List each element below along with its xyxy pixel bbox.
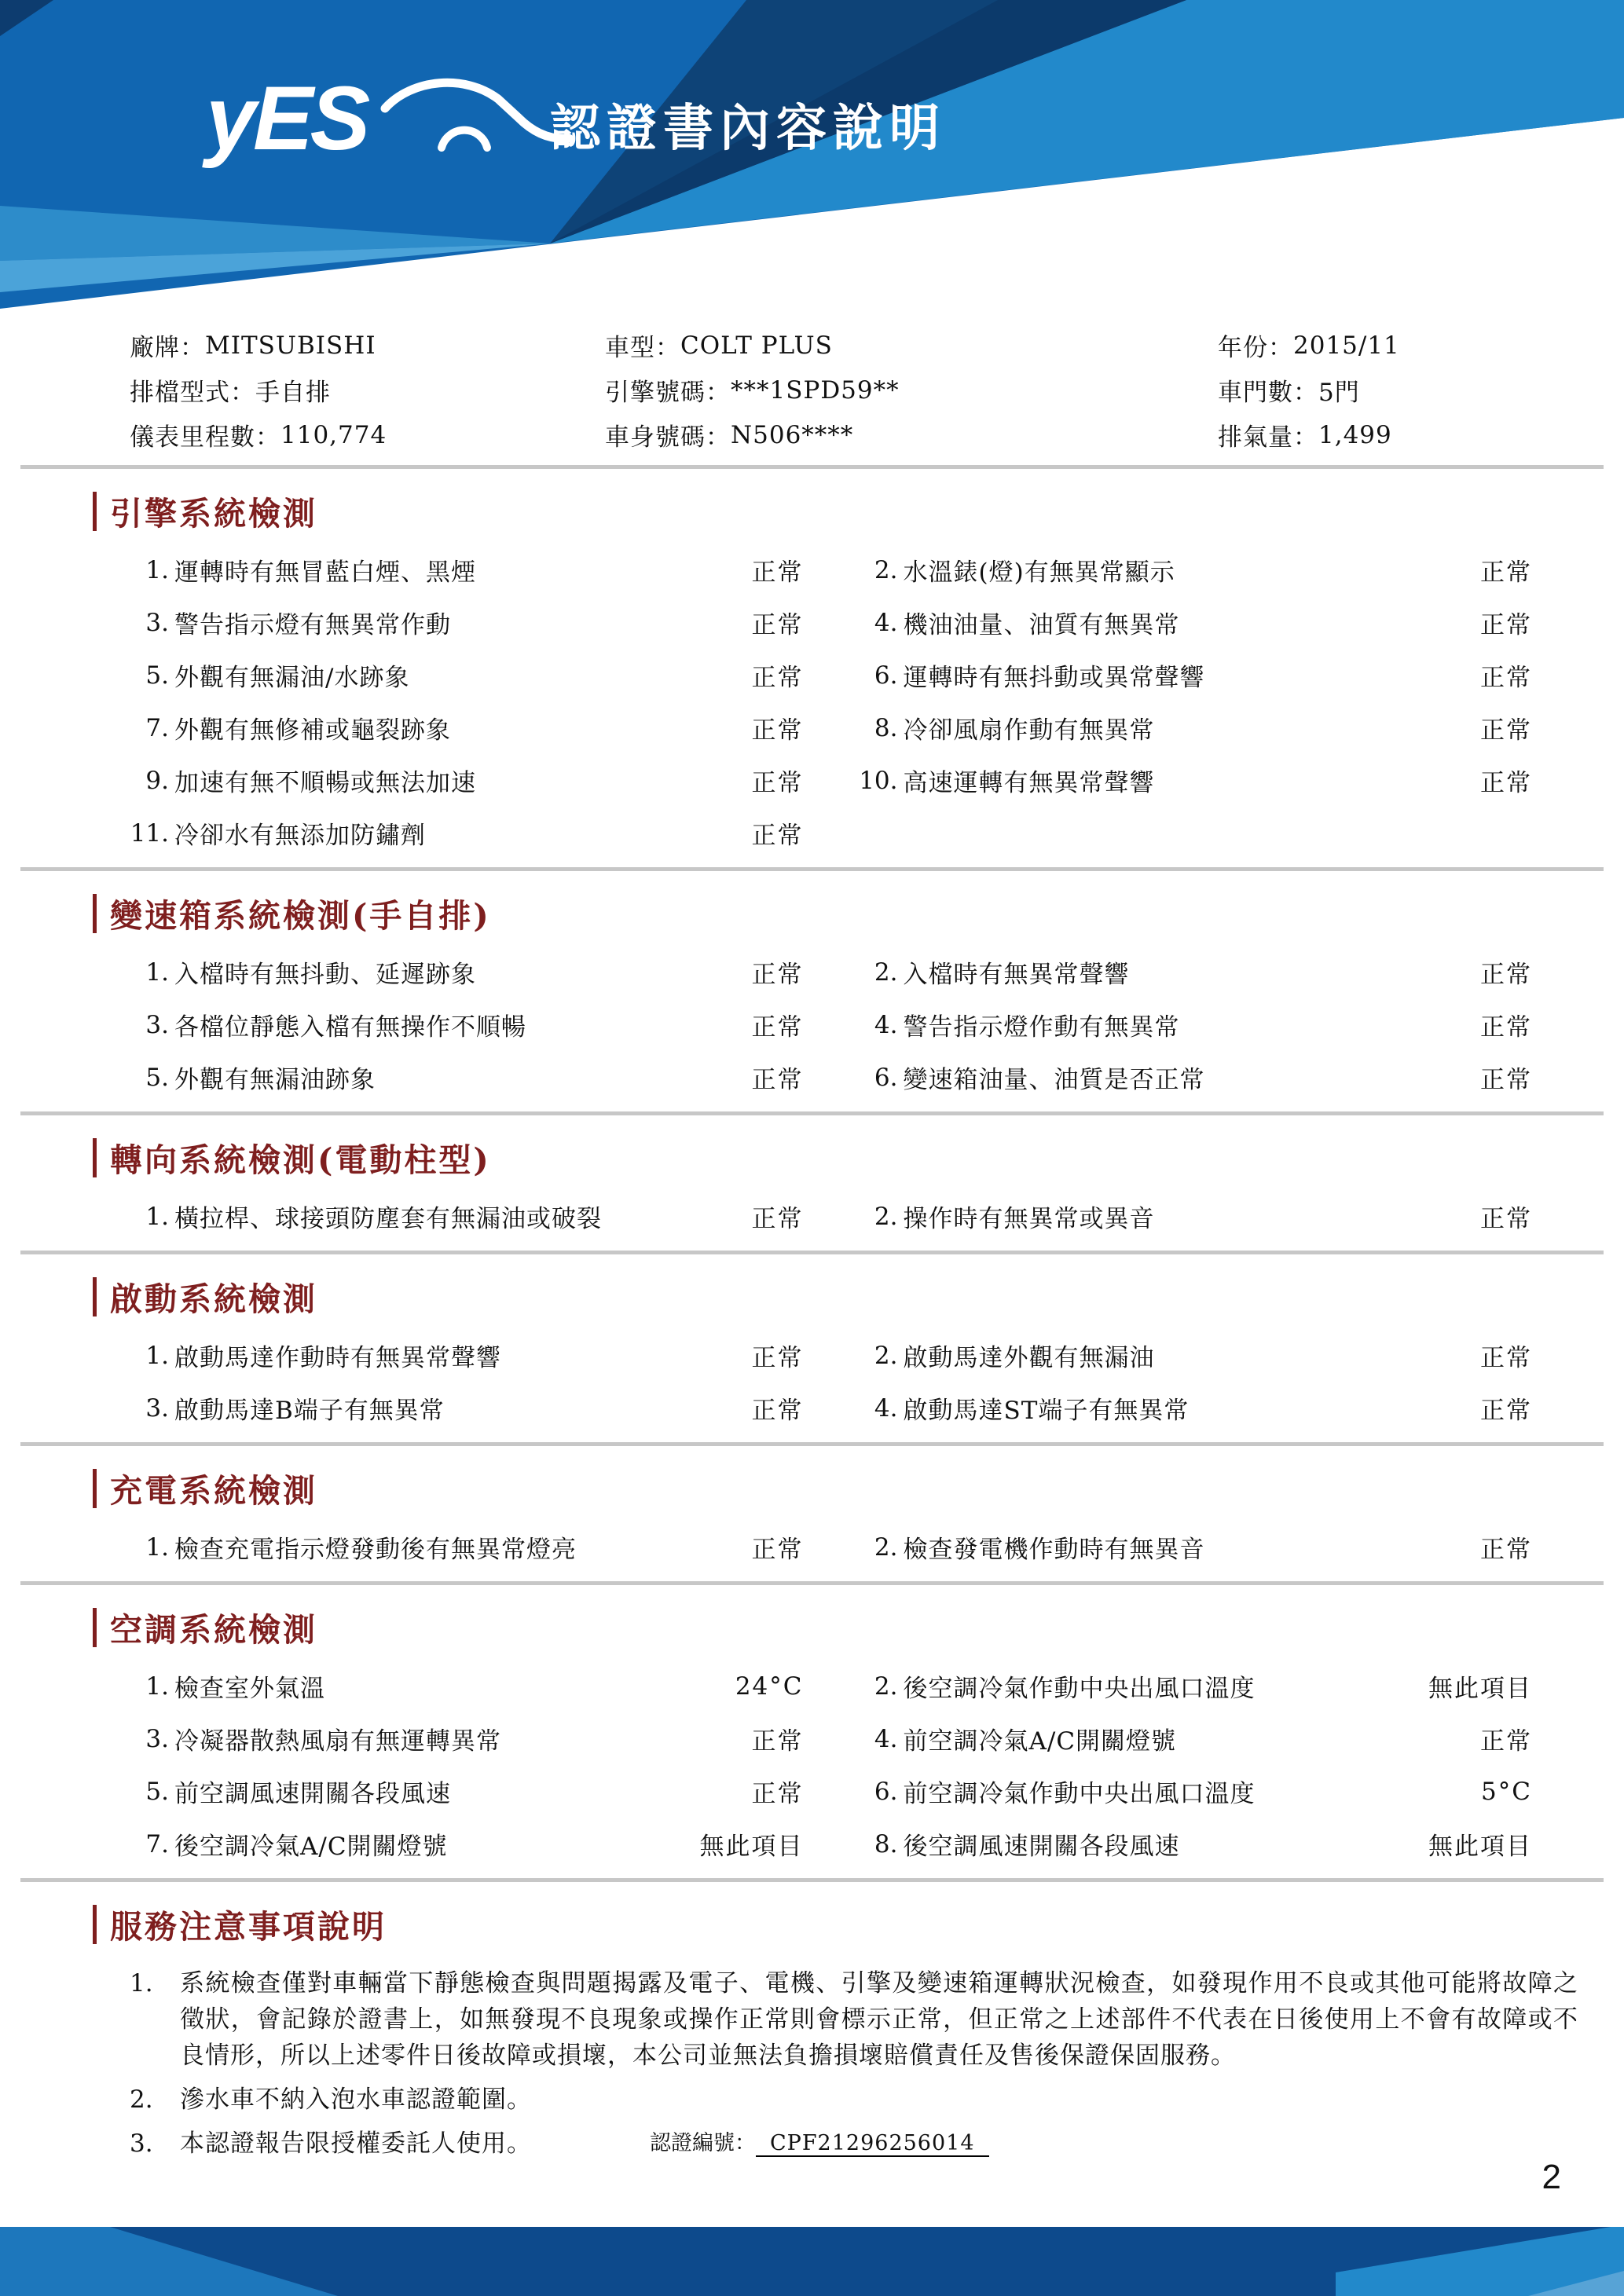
info-row-doors — [1218, 368, 1624, 412]
item-number: 3. — [145, 1010, 169, 1039]
item-number: 9. — [145, 766, 169, 795]
item-number: 2. — [874, 1672, 898, 1701]
section-title: 引擎系統檢測 — [110, 495, 317, 533]
item-label: 檢查室外氣溫 — [174, 1675, 325, 1703]
note-text: 滲水車不納入泡水車認證範圍。 — [180, 2085, 532, 2114]
notes-section — [0, 1882, 1624, 2162]
item-result: 正常 — [1480, 664, 1532, 692]
item-label: 檢查發電機作動時有無異音 — [903, 1536, 1205, 1564]
inspection-item — [130, 1190, 804, 1243]
section-title-bar — [93, 492, 97, 531]
item-number: 3. — [145, 1724, 169, 1753]
section-items — [0, 1181, 1624, 1244]
item-label: 後空調冷氣A/C開關燈號 — [174, 1833, 448, 1861]
inspection-item — [859, 649, 1533, 701]
info-value: 手自排 — [255, 379, 331, 407]
item-label: 前空調冷氣A/C開關燈號 — [903, 1727, 1177, 1756]
item-number: 1. — [145, 1672, 169, 1701]
item-result: 正常 — [1480, 1066, 1532, 1094]
inspection-item — [859, 1382, 1533, 1434]
item-result: 5°C — [1481, 1777, 1532, 1806]
section-title-bar — [93, 1469, 97, 1508]
vehicle-info-column — [1218, 323, 1624, 457]
notes-section-head — [0, 1882, 1624, 1947]
certificate-number: CPF21296256014 — [756, 2131, 989, 2157]
page-title: 認證書內容說明 — [550, 100, 946, 156]
inspection-section — [0, 1115, 1624, 1254]
section-head — [0, 871, 1624, 936]
inspection-item — [859, 998, 1533, 1051]
vehicle-info-column — [130, 323, 605, 457]
inspection-section — [0, 469, 1624, 871]
item-label: 啟動馬達B端子有無異常 — [174, 1397, 445, 1425]
note-item — [130, 2082, 1578, 2118]
item-result: 正常 — [751, 1727, 804, 1756]
section-title: 啟動系統檢測 — [110, 1280, 317, 1318]
inspection-item — [130, 544, 804, 596]
vehicle-info — [0, 310, 1624, 457]
item-label: 水溫錶(燈)有無異常顯示 — [903, 558, 1175, 587]
item-number: 3. — [145, 1393, 169, 1423]
info-row-body-no — [605, 412, 1218, 457]
inspection-section — [0, 871, 1624, 1115]
inspection-item — [859, 544, 1533, 596]
info-label: 車身號碼： — [605, 423, 731, 452]
inspection-item — [859, 1521, 1533, 1573]
section-items — [0, 936, 1624, 1105]
item-result: 正常 — [751, 1013, 804, 1042]
item-result: 正常 — [1480, 769, 1532, 797]
report-body — [0, 310, 1624, 2162]
item-label: 啟動馬達ST端子有無異常 — [903, 1397, 1190, 1425]
item-label: 入檔時有無異常聲響 — [903, 961, 1130, 989]
item-label: 操作時有無異常或異音 — [903, 1205, 1155, 1233]
inspection-item — [130, 1521, 804, 1573]
item-result: 正常 — [1480, 558, 1532, 587]
note-number: 1. — [130, 1969, 153, 1998]
section-head — [0, 469, 1624, 534]
info-label: 儀表里程數： — [130, 423, 280, 452]
page-number: 2 — [1542, 2158, 1561, 2196]
item-number: 3. — [145, 608, 169, 637]
item-label: 運轉時有無抖動或異常聲響 — [903, 664, 1205, 692]
inspection-item — [130, 1660, 804, 1712]
item-number: 2. — [874, 958, 898, 987]
logo-text: yES — [206, 68, 368, 169]
item-label: 加速有無不順暢或無法加速 — [174, 769, 476, 797]
info-row-transmission — [130, 368, 605, 412]
item-label: 冷凝器散熱風扇有無運轉異常 — [174, 1727, 501, 1756]
section-title: 空調系統檢測 — [110, 1611, 317, 1649]
note-item — [130, 1966, 1578, 2074]
item-label: 外觀有無漏油跡象 — [174, 1066, 376, 1094]
item-label: 外觀有無漏油/水跡象 — [174, 664, 410, 692]
inspection-item — [130, 754, 804, 807]
item-label: 外觀有無修補或龜裂跡象 — [174, 716, 451, 745]
item-result: 正常 — [1480, 716, 1532, 745]
item-number: 8. — [874, 713, 898, 742]
item-result: 正常 — [1480, 1727, 1532, 1756]
info-label: 排氣量： — [1218, 423, 1318, 452]
item-number: 7. — [145, 713, 169, 742]
section-head — [0, 1585, 1624, 1650]
section-head — [0, 1115, 1624, 1181]
inspection-item — [130, 998, 804, 1051]
inspection-item — [130, 649, 804, 701]
section-title-bar — [93, 1138, 97, 1177]
item-number: 2. — [874, 1202, 898, 1231]
sections — [0, 469, 1624, 1882]
item-result: 正常 — [751, 558, 804, 587]
item-number: 1. — [145, 1202, 169, 1231]
header-banner — [0, 0, 1624, 310]
item-result: 正常 — [751, 961, 804, 989]
item-result: 無此項目 — [699, 1833, 804, 1861]
item-result: 正常 — [751, 822, 804, 850]
info-row-model — [605, 323, 1218, 368]
item-number: 1. — [145, 958, 169, 987]
inspection-item — [859, 1190, 1533, 1243]
section-title: 充電系統檢測 — [110, 1472, 317, 1510]
item-label: 前空調冷氣作動中央出風口溫度 — [903, 1780, 1256, 1808]
item-number: 6. — [874, 661, 898, 690]
item-result: 24°C — [735, 1672, 804, 1701]
item-result: 正常 — [751, 716, 804, 745]
inspection-section — [0, 1446, 1624, 1585]
item-number: 11. — [130, 818, 169, 848]
item-number: 4. — [874, 608, 898, 637]
item-label: 入檔時有無抖動、延遲跡象 — [174, 961, 476, 989]
info-label: 引擎號碼： — [605, 379, 731, 407]
item-label: 運轉時有無冒藍白煙、黑煙 — [174, 558, 476, 587]
info-value: COLT PLUS — [680, 331, 833, 360]
footer-banner — [0, 2227, 1624, 2296]
section-items — [0, 1320, 1624, 1436]
info-row-engine-no — [605, 368, 1218, 412]
item-label: 警告指示燈有無異常作動 — [174, 611, 451, 639]
item-number: 7. — [145, 1829, 169, 1858]
item-result: 無此項目 — [1428, 1675, 1532, 1703]
info-value: 110,774 — [280, 420, 387, 449]
section-items — [0, 534, 1624, 861]
inspection-item — [130, 946, 804, 998]
item-number: 5. — [145, 1777, 169, 1806]
item-label: 後空調風速開關各段風速 — [903, 1833, 1180, 1861]
item-number: 6. — [874, 1777, 898, 1806]
section-title: 變速箱系統檢測(手自排) — [110, 897, 491, 935]
section-title: 服務注意事項說明 — [110, 1908, 387, 1946]
item-result: 正常 — [751, 1066, 804, 1094]
inspection-item — [859, 701, 1533, 754]
item-number: 8. — [874, 1829, 898, 1858]
inspection-item — [130, 701, 804, 754]
item-label: 橫拉桿、球接頭防塵套有無漏油或破裂 — [174, 1205, 602, 1233]
info-row-displacement — [1218, 412, 1624, 457]
info-label: 車門數： — [1218, 379, 1318, 407]
certificate-number-label: 認證編號： — [650, 2131, 756, 2156]
inspection-item — [859, 754, 1533, 807]
notes-body — [0, 1947, 1624, 2162]
info-label: 廠牌： — [130, 334, 205, 362]
item-result: 正常 — [751, 1536, 804, 1564]
inspection-item — [859, 1765, 1533, 1818]
item-number: 4. — [874, 1724, 898, 1753]
inspection-item — [130, 1329, 804, 1382]
item-label: 前空調風速開關各段風速 — [174, 1780, 451, 1808]
info-value: MITSUBISHI — [205, 331, 376, 360]
item-label: 後空調冷氣作動中央出風口溫度 — [903, 1675, 1256, 1703]
section-head — [0, 1254, 1624, 1320]
item-number: 5. — [145, 661, 169, 690]
inspection-item — [859, 1051, 1533, 1104]
inspection-item — [130, 807, 804, 859]
certificate-number-row — [650, 2128, 989, 2159]
section-items — [0, 1511, 1624, 1575]
item-result: 正常 — [1480, 1205, 1532, 1233]
item-result: 無此項目 — [1428, 1833, 1532, 1861]
item-number: 1. — [145, 1532, 169, 1562]
item-label: 啟動馬達外觀有無漏油 — [903, 1344, 1155, 1372]
section-title-bar — [93, 1608, 97, 1647]
item-number: 10. — [859, 766, 898, 795]
item-label: 機油油量、油質有無異常 — [903, 611, 1180, 639]
item-result: 正常 — [1480, 1013, 1532, 1042]
item-label: 各檔位靜態入檔有無操作不順暢 — [174, 1013, 526, 1042]
item-label: 冷卻風扇作動有無異常 — [903, 716, 1155, 745]
info-label: 排檔型式： — [130, 379, 255, 407]
inspection-section — [0, 1254, 1624, 1446]
info-value: ***1SPD59** — [731, 375, 900, 405]
inspection-item — [130, 1818, 804, 1870]
info-label: 車型： — [605, 334, 680, 362]
item-number: 2. — [874, 555, 898, 584]
inspection-item — [859, 596, 1533, 649]
item-result: 正常 — [1480, 1397, 1532, 1425]
item-number: 1. — [145, 1341, 169, 1370]
item-label: 檢查充電指示燈發動後有無異常燈亮 — [174, 1536, 577, 1564]
note-number: 2. — [130, 2085, 153, 2114]
item-number: 4. — [874, 1010, 898, 1039]
item-number: 4. — [874, 1393, 898, 1423]
item-result: 正常 — [1480, 1536, 1532, 1564]
item-number: 2. — [874, 1532, 898, 1562]
info-label: 年份： — [1218, 334, 1293, 362]
info-value: 5門 — [1318, 379, 1360, 407]
item-label: 變速箱油量、油質是否正常 — [903, 1066, 1205, 1094]
item-label: 啟動馬達作動時有無異常聲響 — [174, 1344, 501, 1372]
inspection-item — [859, 1712, 1533, 1765]
info-row-brand — [130, 323, 605, 368]
inspection-item — [130, 1712, 804, 1765]
item-number: 1. — [145, 555, 169, 584]
item-result: 正常 — [751, 1397, 804, 1425]
inspection-item — [859, 1660, 1533, 1712]
item-result: 正常 — [751, 611, 804, 639]
item-number: 2. — [874, 1341, 898, 1370]
vehicle-info-column — [605, 323, 1218, 457]
item-result: 正常 — [751, 1780, 804, 1808]
inspection-item — [859, 946, 1533, 998]
note-text: 系統檢查僅對車輛當下靜態檢查與問題揭露及電子、電機、引擎及變速箱運轉狀況檢查，如發現作用不良或其他可能將故障之徵狀，會記錄於證書上，如無發現不良現象或操作正常則會標示正常，但正常之上述部件不代表在日後使用上不會有故障或不良情形，所以上述零件日後故障或損壞，本公司並無法負擔損壞賠償責任及售後保證保固服務。 — [180, 1969, 1578, 2070]
note-item — [130, 2126, 1578, 2162]
section-title-bar — [93, 1277, 97, 1316]
item-result: 正常 — [751, 769, 804, 797]
info-row-mileage — [130, 412, 605, 457]
inspection-section — [0, 1585, 1624, 1882]
item-result: 正常 — [751, 664, 804, 692]
item-label: 警告指示燈作動有無異常 — [903, 1013, 1180, 1042]
section-title: 轉向系統檢測(電動柱型) — [110, 1141, 491, 1179]
item-number: 6. — [874, 1063, 898, 1092]
inspection-item — [130, 1382, 804, 1434]
item-result: 正常 — [751, 1205, 804, 1233]
item-result: 正常 — [751, 1344, 804, 1372]
item-label: 高速運轉有無異常聲響 — [903, 769, 1155, 797]
inspection-item — [859, 1329, 1533, 1382]
info-value: 1,499 — [1318, 420, 1392, 449]
info-row-year — [1218, 323, 1624, 368]
item-label: 冷卻水有無添加防鏽劑 — [174, 822, 426, 850]
inspection-item — [859, 1818, 1533, 1870]
section-items — [0, 1650, 1624, 1872]
item-result: 正常 — [1480, 1344, 1532, 1372]
section-title-bar — [93, 1905, 97, 1944]
section-head — [0, 1446, 1624, 1511]
section-title-bar — [93, 894, 97, 933]
item-result: 正常 — [1480, 961, 1532, 989]
note-number: 3. — [130, 2129, 153, 2158]
inspection-item — [130, 596, 804, 649]
note-text: 本認證報告限授權委託人使用。 — [180, 2129, 532, 2158]
info-value: 2015/11 — [1293, 331, 1400, 360]
inspection-item — [130, 1051, 804, 1104]
info-value: N506**** — [731, 420, 854, 449]
item-result: 正常 — [1480, 611, 1532, 639]
inspection-item — [130, 1765, 804, 1818]
item-number: 5. — [145, 1063, 169, 1092]
